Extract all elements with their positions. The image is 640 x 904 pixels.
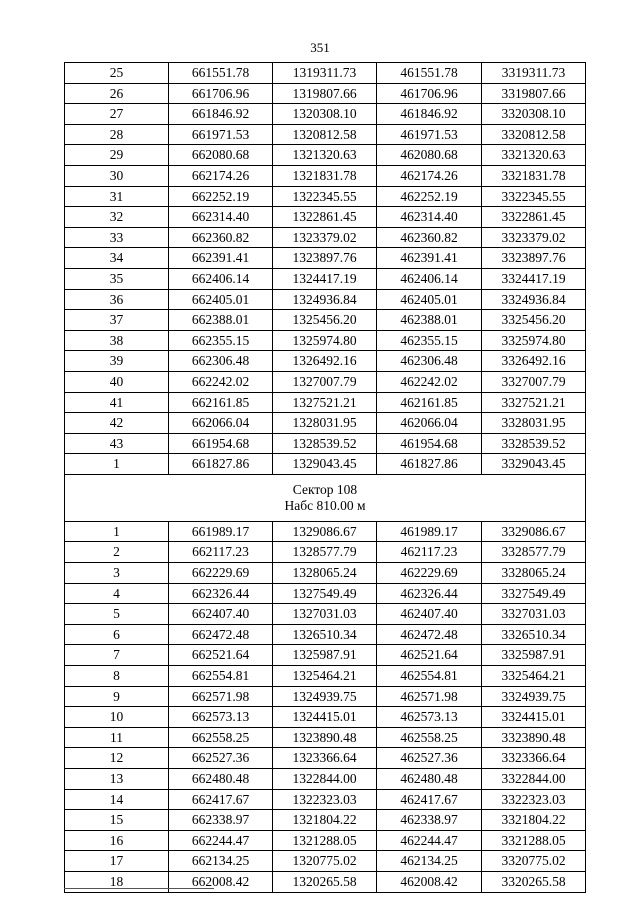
table-cell: 1323890.48 <box>273 727 377 748</box>
table-cell: 462326.44 <box>377 583 482 604</box>
table-cell: 1327031.03 <box>273 604 377 625</box>
table-cell: 8 <box>65 666 169 687</box>
table-cell: 3322861.45 <box>482 207 586 228</box>
table-cell: 662571.98 <box>169 686 273 707</box>
table-cell: 662244.47 <box>169 830 273 851</box>
table-cell: 1322323.03 <box>273 789 377 810</box>
table-cell: 1319807.66 <box>273 83 377 104</box>
table-cell: 36 <box>65 289 169 310</box>
table-cell: 28 <box>65 124 169 145</box>
table-cell: 1322345.55 <box>273 186 377 207</box>
table-cell: 1320265.58 <box>273 871 377 892</box>
table-cell: 12 <box>65 748 169 769</box>
table-cell: 3320308.10 <box>482 104 586 125</box>
table-cell: 6 <box>65 624 169 645</box>
table-cell: 462174.26 <box>377 165 482 186</box>
table-cell: 15 <box>65 810 169 831</box>
table-cell: 462407.40 <box>377 604 482 625</box>
section-title: Сектор 108 <box>292 481 358 497</box>
table-cell: 462066.04 <box>377 413 482 434</box>
table-cell: 662521.64 <box>169 645 273 666</box>
table-cell: 3327521.21 <box>482 392 586 413</box>
table-row <box>65 371 586 392</box>
table-cell: 3322345.55 <box>482 186 586 207</box>
table-cell: 1328577.79 <box>273 542 377 563</box>
table-cell: 1328539.52 <box>273 433 377 454</box>
coordinates-block-1 <box>65 63 586 475</box>
table-cell: 1325987.91 <box>273 645 377 666</box>
table-cell: 462134.25 <box>377 851 482 872</box>
table-cell: 13 <box>65 769 169 790</box>
table-cell: 3328577.79 <box>482 542 586 563</box>
table-row <box>65 583 586 604</box>
table-row <box>65 207 586 228</box>
table-cell: 1326492.16 <box>273 351 377 372</box>
table-cell: 31 <box>65 186 169 207</box>
table-cell: 1327521.21 <box>273 392 377 413</box>
table-cell: 462080.68 <box>377 145 482 166</box>
table-cell: 462244.47 <box>377 830 482 851</box>
table-cell: 1 <box>65 454 169 475</box>
table-cell: 662066.04 <box>169 413 273 434</box>
coordinates-block-2 <box>65 521 586 892</box>
table-cell: 462527.36 <box>377 748 482 769</box>
table-cell: 462521.64 <box>377 645 482 666</box>
table-cell: 1329043.45 <box>273 454 377 475</box>
table-row <box>65 413 586 434</box>
table-cell: 1321288.05 <box>273 830 377 851</box>
table-cell: 3329086.67 <box>482 521 586 542</box>
table-cell: 662174.26 <box>169 165 273 186</box>
table-row <box>65 63 586 84</box>
table-cell: 3322323.03 <box>482 789 586 810</box>
table-cell: 39 <box>65 351 169 372</box>
table-cell: 1326510.34 <box>273 624 377 645</box>
table-cell: 662573.13 <box>169 707 273 728</box>
table-cell: 462117.23 <box>377 542 482 563</box>
table-row <box>65 268 586 289</box>
table-cell: 1323897.76 <box>273 248 377 269</box>
table-cell: 1325974.80 <box>273 330 377 351</box>
table-cell: 462242.02 <box>377 371 482 392</box>
table-cell: 3321320.63 <box>482 145 586 166</box>
table-cell: 662527.36 <box>169 748 273 769</box>
table-cell: 462355.15 <box>377 330 482 351</box>
table-cell: 1323379.02 <box>273 227 377 248</box>
table-cell: 34 <box>65 248 169 269</box>
table-cell: 3319311.73 <box>482 63 586 84</box>
table-cell: 3320265.58 <box>482 871 586 892</box>
table-cell: 461989.17 <box>377 521 482 542</box>
table-cell: 462558.25 <box>377 727 482 748</box>
table-cell: 662117.23 <box>169 542 273 563</box>
table-row <box>65 186 586 207</box>
table-row <box>65 392 586 413</box>
table-cell: 462388.01 <box>377 310 482 331</box>
table-cell: 17 <box>65 851 169 872</box>
table-cell: 43 <box>65 433 169 454</box>
table-cell: 3321288.05 <box>482 830 586 851</box>
table-cell: 462229.69 <box>377 563 482 584</box>
section-header-group <box>65 474 586 521</box>
table-cell: 3328065.24 <box>482 563 586 584</box>
table-cell: 662242.02 <box>169 371 273 392</box>
table-row <box>65 810 586 831</box>
table-cell: 462161.85 <box>377 392 482 413</box>
table-row <box>65 748 586 769</box>
table-row <box>65 454 586 475</box>
table-cell: 7 <box>65 645 169 666</box>
table-cell: 662326.44 <box>169 583 273 604</box>
table-cell: 661989.17 <box>169 521 273 542</box>
table-cell: 30 <box>65 165 169 186</box>
table-cell: 462405.01 <box>377 289 482 310</box>
table-cell: 5 <box>65 604 169 625</box>
table-cell: 662338.97 <box>169 810 273 831</box>
table-cell: 662134.25 <box>169 851 273 872</box>
table-cell: 3324415.01 <box>482 707 586 728</box>
table-cell: 25 <box>65 63 169 84</box>
table-cell: 1329086.67 <box>273 521 377 542</box>
table-cell: 32 <box>65 207 169 228</box>
table-row <box>65 145 586 166</box>
table-cell: 3323379.02 <box>482 227 586 248</box>
table-cell: 661551.78 <box>169 63 273 84</box>
table-cell: 1325456.20 <box>273 310 377 331</box>
table-cell: 3325987.91 <box>482 645 586 666</box>
table-cell: 3325456.20 <box>482 310 586 331</box>
table-cell: 26 <box>65 83 169 104</box>
table-cell: 661846.92 <box>169 104 273 125</box>
table-cell: 662080.68 <box>169 145 273 166</box>
table-cell: 462314.40 <box>377 207 482 228</box>
table-cell: 662252.19 <box>169 186 273 207</box>
table-row <box>65 666 586 687</box>
page-number: 351 <box>310 40 330 55</box>
table-cell: 3326492.16 <box>482 351 586 372</box>
table-cell: 662406.14 <box>169 268 273 289</box>
table-cell: 662360.82 <box>169 227 273 248</box>
table-cell: 662355.15 <box>169 330 273 351</box>
table-cell: 10 <box>65 707 169 728</box>
table-cell: 462252.19 <box>377 186 482 207</box>
table-cell: 3323366.64 <box>482 748 586 769</box>
table-row <box>65 330 586 351</box>
table-row <box>65 83 586 104</box>
table-cell: 662314.40 <box>169 207 273 228</box>
table-cell: 2 <box>65 542 169 563</box>
table-cell: 38 <box>65 330 169 351</box>
table-cell: 3329043.45 <box>482 454 586 475</box>
table-cell: 3326510.34 <box>482 624 586 645</box>
table-cell: 3323890.48 <box>482 727 586 748</box>
section-subtitle: Набс 810.00 м <box>284 497 366 513</box>
table-cell: 462008.42 <box>377 871 482 892</box>
section-header-row <box>65 474 586 521</box>
table-cell: 3328539.52 <box>482 433 586 454</box>
table-cell: 4 <box>65 583 169 604</box>
table-cell: 662161.85 <box>169 392 273 413</box>
table-row <box>65 310 586 331</box>
table-cell: 461954.68 <box>377 433 482 454</box>
table-cell: 461551.78 <box>377 63 482 84</box>
table-cell: 662472.48 <box>169 624 273 645</box>
table-cell: 18 <box>65 871 169 892</box>
table-cell: 661954.68 <box>169 433 273 454</box>
table-cell: 1320308.10 <box>273 104 377 125</box>
table-row <box>65 104 586 125</box>
table-cell: 462472.48 <box>377 624 482 645</box>
table-cell: 3328031.95 <box>482 413 586 434</box>
table-cell: 3 <box>65 563 169 584</box>
table-cell: 1327007.79 <box>273 371 377 392</box>
table-row <box>65 248 586 269</box>
table-cell: 662306.48 <box>169 351 273 372</box>
table-cell: 3327549.49 <box>482 583 586 604</box>
table-cell: 462554.81 <box>377 666 482 687</box>
table-cell: 16 <box>65 830 169 851</box>
table-cell: 37 <box>65 310 169 331</box>
footer-rule <box>64 888 214 889</box>
table-cell: 1328031.95 <box>273 413 377 434</box>
table-row <box>65 707 586 728</box>
table-cell: 462480.48 <box>377 769 482 790</box>
table-cell: 1327549.49 <box>273 583 377 604</box>
table-cell: 1324415.01 <box>273 707 377 728</box>
table-cell: 3321831.78 <box>482 165 586 186</box>
table-cell: 462306.48 <box>377 351 482 372</box>
table-row <box>65 769 586 790</box>
table-cell: 462360.82 <box>377 227 482 248</box>
table-row <box>65 686 586 707</box>
table-cell: 662405.01 <box>169 289 273 310</box>
table-cell: 461846.92 <box>377 104 482 125</box>
table-cell: 1322861.45 <box>273 207 377 228</box>
table-row <box>65 563 586 584</box>
table-cell: 662417.67 <box>169 789 273 810</box>
table-cell: 3324417.19 <box>482 268 586 289</box>
table-row <box>65 645 586 666</box>
table-cell: 462338.97 <box>377 810 482 831</box>
table-row <box>65 604 586 625</box>
table-cell: 1319311.73 <box>273 63 377 84</box>
table-row <box>65 351 586 372</box>
table-cell: 662558.25 <box>169 727 273 748</box>
table-cell: 35 <box>65 268 169 289</box>
table-row <box>65 830 586 851</box>
table-cell: 461706.96 <box>377 83 482 104</box>
table-cell: 40 <box>65 371 169 392</box>
table-cell: 3321804.22 <box>482 810 586 831</box>
table-cell: 662554.81 <box>169 666 273 687</box>
table-cell: 3319807.66 <box>482 83 586 104</box>
table-row <box>65 789 586 810</box>
table-row <box>65 727 586 748</box>
table-cell: 42 <box>65 413 169 434</box>
table-cell: 33 <box>65 227 169 248</box>
table-cell: 462417.67 <box>377 789 482 810</box>
table-cell: 462573.13 <box>377 707 482 728</box>
table-cell: 3325974.80 <box>482 330 586 351</box>
table-cell: 9 <box>65 686 169 707</box>
table-cell: 662391.41 <box>169 248 273 269</box>
table-cell: 3324936.84 <box>482 289 586 310</box>
table-cell: 3327007.79 <box>482 371 586 392</box>
table-cell: 1324936.84 <box>273 289 377 310</box>
table-cell: 3325464.21 <box>482 666 586 687</box>
table-cell: 3320775.02 <box>482 851 586 872</box>
table-cell: 41 <box>65 392 169 413</box>
table-cell: 1322844.00 <box>273 769 377 790</box>
table-cell: 1325464.21 <box>273 666 377 687</box>
table-row <box>65 165 586 186</box>
table-cell: 1324939.75 <box>273 686 377 707</box>
table-cell: 3320812.58 <box>482 124 586 145</box>
table-cell: 661827.86 <box>169 454 273 475</box>
table-cell: 661706.96 <box>169 83 273 104</box>
table-row <box>65 227 586 248</box>
table-cell: 1324417.19 <box>273 268 377 289</box>
table-row <box>65 851 586 872</box>
table-cell: 461971.53 <box>377 124 482 145</box>
table-cell: 462571.98 <box>377 686 482 707</box>
table-cell: 29 <box>65 145 169 166</box>
table-cell: 662229.69 <box>169 563 273 584</box>
table-row <box>65 542 586 563</box>
table-cell: 662388.01 <box>169 310 273 331</box>
table-cell: 3322844.00 <box>482 769 586 790</box>
table-row <box>65 124 586 145</box>
table-row <box>65 521 586 542</box>
table-cell: 27 <box>65 104 169 125</box>
table-cell: 461827.86 <box>377 454 482 475</box>
table-cell: 1321320.63 <box>273 145 377 166</box>
table-cell: 462406.14 <box>377 268 482 289</box>
table-cell: 1 <box>65 521 169 542</box>
table-cell: 14 <box>65 789 169 810</box>
table-cell: 1320812.58 <box>273 124 377 145</box>
table-cell: 11 <box>65 727 169 748</box>
table-cell: 3324939.75 <box>482 686 586 707</box>
table-cell: 662008.42 <box>169 871 273 892</box>
table-row <box>65 624 586 645</box>
table-cell: 3323897.76 <box>482 248 586 269</box>
section-header-cell <box>65 474 586 521</box>
table-row <box>65 433 586 454</box>
table-cell: 1323366.64 <box>273 748 377 769</box>
table-cell: 1321831.78 <box>273 165 377 186</box>
table-cell: 1328065.24 <box>273 563 377 584</box>
table-cell: 661971.53 <box>169 124 273 145</box>
coordinates-table <box>64 62 586 893</box>
table-cell: 1321804.22 <box>273 810 377 831</box>
table-cell: 1320775.02 <box>273 851 377 872</box>
table-cell: 662480.48 <box>169 769 273 790</box>
table-cell: 3327031.03 <box>482 604 586 625</box>
table-cell: 462391.41 <box>377 248 482 269</box>
table-cell: 662407.40 <box>169 604 273 625</box>
table-row <box>65 289 586 310</box>
